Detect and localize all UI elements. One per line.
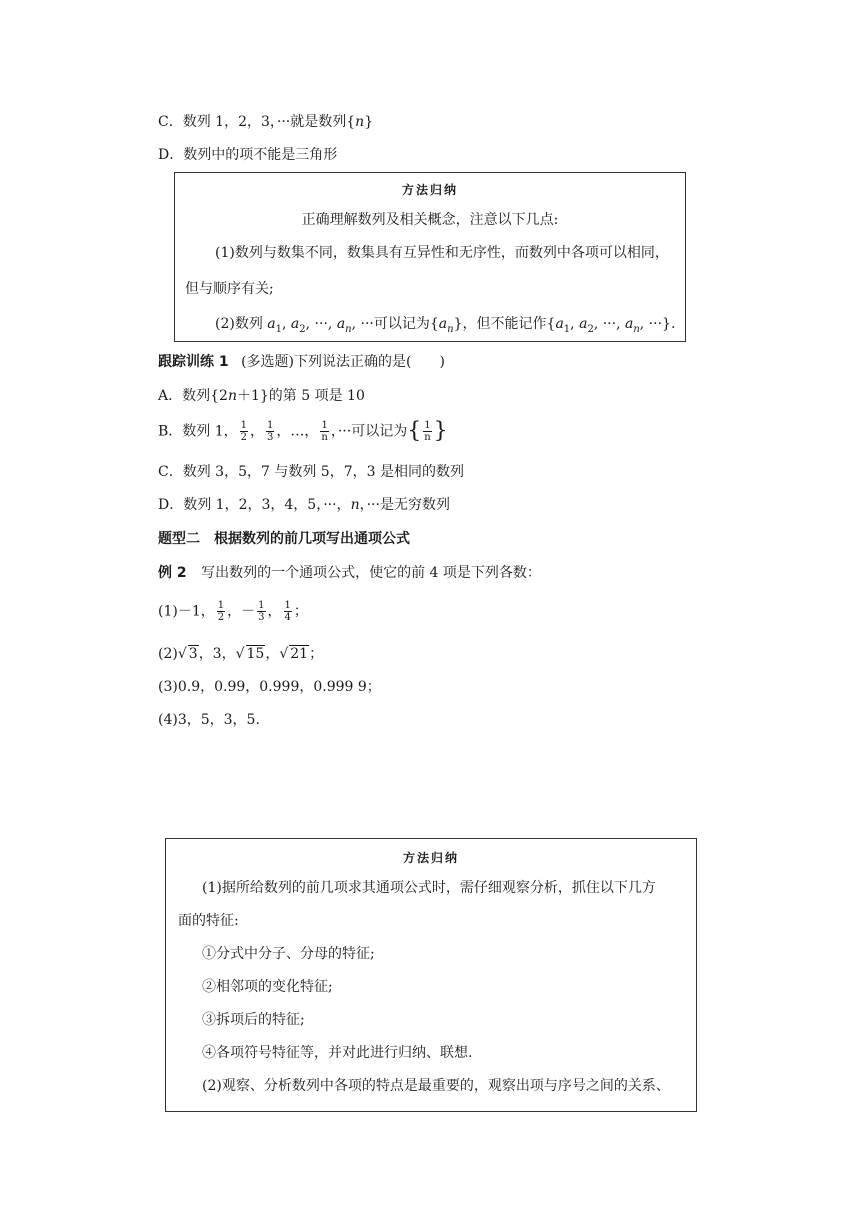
box2-point-1b: 面的特征: <box>178 913 239 929</box>
box-point-2: (2)数列 $a_1$, $a_2$, ···, $a_n$, ···可以记为$\{a_n\}$，但不能记作{$a_1$, $a_2$, ···, $a_n$, ···}. <box>215 316 676 335</box>
q1-fraction-1-3: $\frac{1}{3}$ <box>258 600 265 623</box>
exercise-line <box>158 352 445 372</box>
option-d-line: D．数列中的项不能是三角形 <box>158 147 338 163</box>
option-b-prefix: B．数列 1， <box>158 423 238 440</box>
exercise-text: (多选题)下列说法正确的是( ) <box>241 354 445 370</box>
exercise-label: 跟踪训练 1 <box>158 354 229 370</box>
box-intro: 正确理解数列及相关概念，注意以下几点: <box>301 212 559 228</box>
box2-title: 方法归纳 <box>402 851 459 865</box>
option-b-suffix: ，···可以记为 <box>330 423 408 440</box>
example-q1: (1)－1， $\frac{1}{2}$ ，－ $\frac{1}{3}$ ， $\frac{1}{4}$ ； <box>158 600 308 623</box>
fraction-1-3: $\frac{1}{3}$ <box>267 420 274 443</box>
example-q3: (3)0.9，0.99，0.999，0.999 9； <box>158 679 381 695</box>
box2-clue-1: ①分式中分子、分母的特征; <box>202 946 375 962</box>
box-title: 方法归纳 <box>401 183 458 197</box>
q1-prefix: (1)－1， <box>158 603 215 620</box>
example-label: 例 2 <box>158 565 187 581</box>
section-heading: 题型二 根据数列的前几项写出通项公式 <box>158 531 410 547</box>
method-summary-box-1 <box>174 172 686 342</box>
q1-fraction-1-4: $\frac{1}{4}$ <box>284 600 291 623</box>
method-summary-box-2 <box>165 838 697 1112</box>
example-line <box>158 563 541 583</box>
box2-point-1a: (1)据所给数列的前几项求其通项公式时，需仔细观察分析，抓住以下几方 <box>202 880 656 896</box>
box2-clue-2: ②相邻项的变化特征; <box>202 979 333 995</box>
exercise-option-d: D．数列 1，2，3，4，5，···，n，···是无穷数列 <box>158 497 450 513</box>
fraction-1-2: $\frac{1}{2}$ <box>240 420 248 443</box>
q2-prefix: (2) <box>158 646 178 662</box>
fraction-set-1-n: $\frac{1}{n}$ <box>424 420 431 443</box>
box2-point-2: (2)观察、分析数列中各项的特点是最重要的，观察出项与序号之间的关系、 <box>202 1078 670 1094</box>
box-point-1b: 但与顺序有关; <box>185 281 274 297</box>
example-q4: (4)3，5，3，5. <box>158 712 260 728</box>
example-text: 写出数列的一个通项公式，使它的前 4 项是下列各数： <box>201 565 541 581</box>
q1-fraction-1-2: $\frac{1}{2}$ <box>217 600 225 623</box>
box-point-1a: (1)数列与数集不同，数集具有互异性和无序性，而数列中各项可以相同， <box>215 245 669 261</box>
fraction-1-n: $\frac{1}{n}$ <box>321 420 328 443</box>
option-c-line: C．数列 1，2，3，···就是数列{n} <box>158 114 374 130</box>
example-q2: (2)√ 3，3，√ 15，√ 21； <box>158 646 324 662</box>
box2-clue-4: ④各项符号特征等，并对此进行归纳、联想. <box>202 1045 473 1061</box>
exercise-option-c: C．数列 3，5，7 与数列 5，7，3 是相同的数列 <box>158 464 464 480</box>
exercise-option-b: B．数列 1， $\frac{1}{2}$ ， $\frac{1}{3}$ ，…， $\frac{1}{n}$ ，···可以记为{ $\frac{1}{n}$ } <box>158 418 448 444</box>
box2-clue-3: ③拆项后的特征; <box>202 1012 305 1028</box>
exercise-option-a: A．数列{2n＋1}的第 5 项是 10 <box>158 388 365 404</box>
